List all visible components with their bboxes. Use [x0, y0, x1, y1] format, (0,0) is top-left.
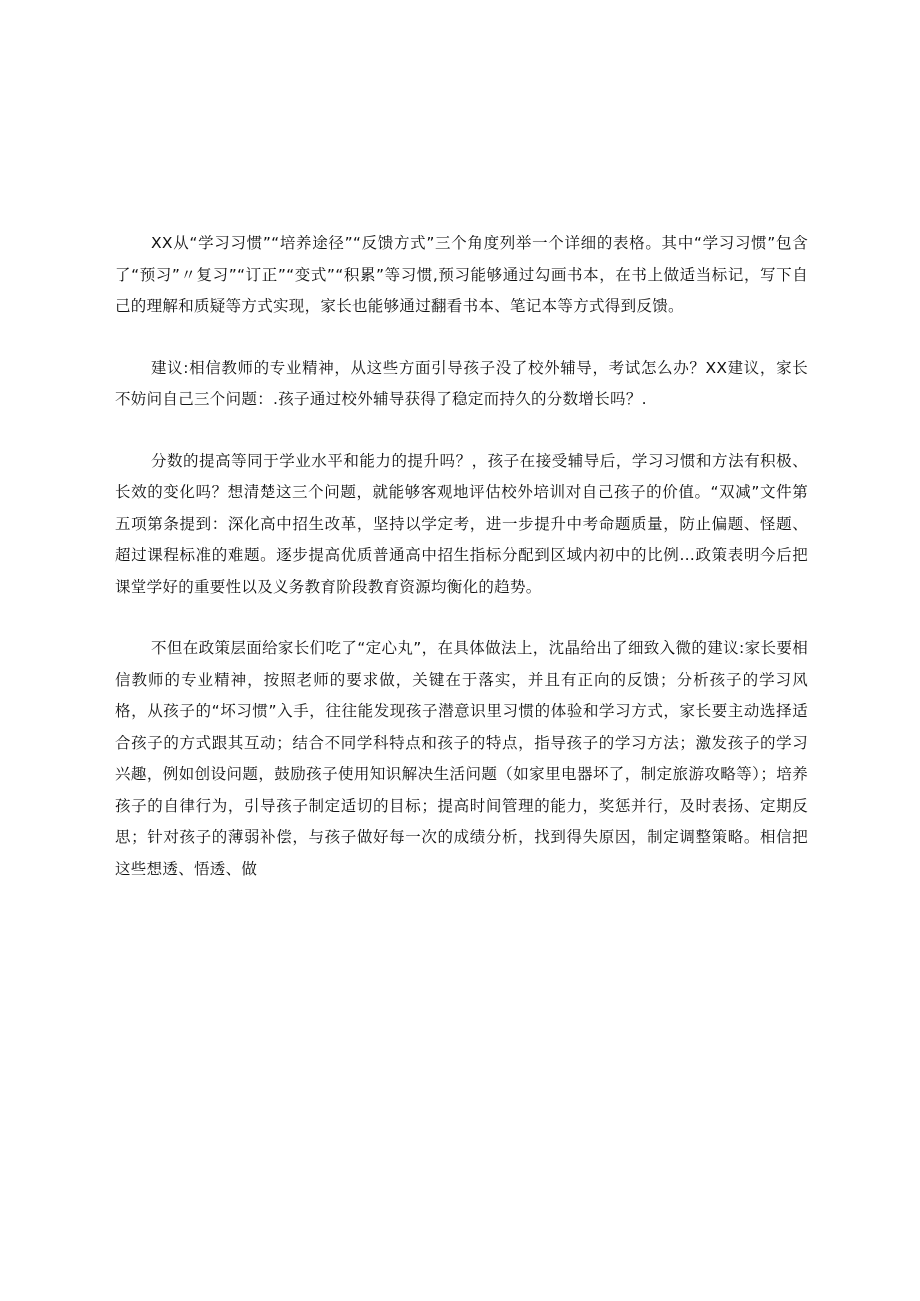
paragraph-1: XX从“学习习惯”“培养途径”“反馈方式”三个角度列举一个详细的表格。其中“学习习惯”包含了“预习”〃复习”“订正”“变式”“积累”等习惯,预习能够通过勾画书本，在书上做适当标记，写下自己的理解和质疑等方式实现，家长也能够通过翻看书本、笔记本等方式得到反馈。 [115, 234, 808, 315]
paragraph-3: 分数的提高等同于学业水平和能力的提升吗？，孩子在接受辅导后，学习习惯和方法有积极、长效的变化吗？想清楚这三个问题，就能够客观地评估校外培训对自己孩子的价值。“双减”文件第五项第条提到：深化高中招生改革，坚持以学定考，进一步提升中考命题质量，防止偏题、怪题、超过课程标准的难题。逐步提高优质普通高中招生指标分配到区域内初中的比例…政策表明今后把课堂学好的重要性以及义务教育阶段教育资源均衡化的趋势。 [115, 451, 808, 596]
document-body [115, 228, 808, 885]
paragraph-2: 建议:相信教师的专业精神，从这些方面引导孩子没了校外辅导，考试怎么办？XX建议，家长不妨问自己三个问题：.孩子通过校外辅导获得了稳定而持久的分数增长吗？. [115, 358, 808, 408]
paragraph-4: 不但在政策层面给家长们吃了“定心丸”，在具体做法上，沈晶给出了细致入微的建议:家长要相信教师的专业精神，按照老师的要求做，关键在于落实，并且有正向的反馈；分析孩子的学习风格，从孩子的“坏习惯”入手，往往能发现孩子潜意识里习惯的体验和学习方式，家长要主动选择适合孩子的方式跟其互动；结合不同学科特点和孩子的特点，指导孩子的学习方法；激发孩子的学习兴趣，例如创设问题，鼓励孩子使用知识解决生活问题（如家里电器坏了，制定旅游攻略等）；培养孩子的自律行为，引导孩子制定适切的目标；提高时间管理的能力，奖惩并行，及时表扬、定期反思；针对孩子的薄弱补偿，与孩子做好每一次的成绩分析，找到得失原因，制定调整策略。相信把这些想透、悟透、做 [115, 639, 808, 878]
